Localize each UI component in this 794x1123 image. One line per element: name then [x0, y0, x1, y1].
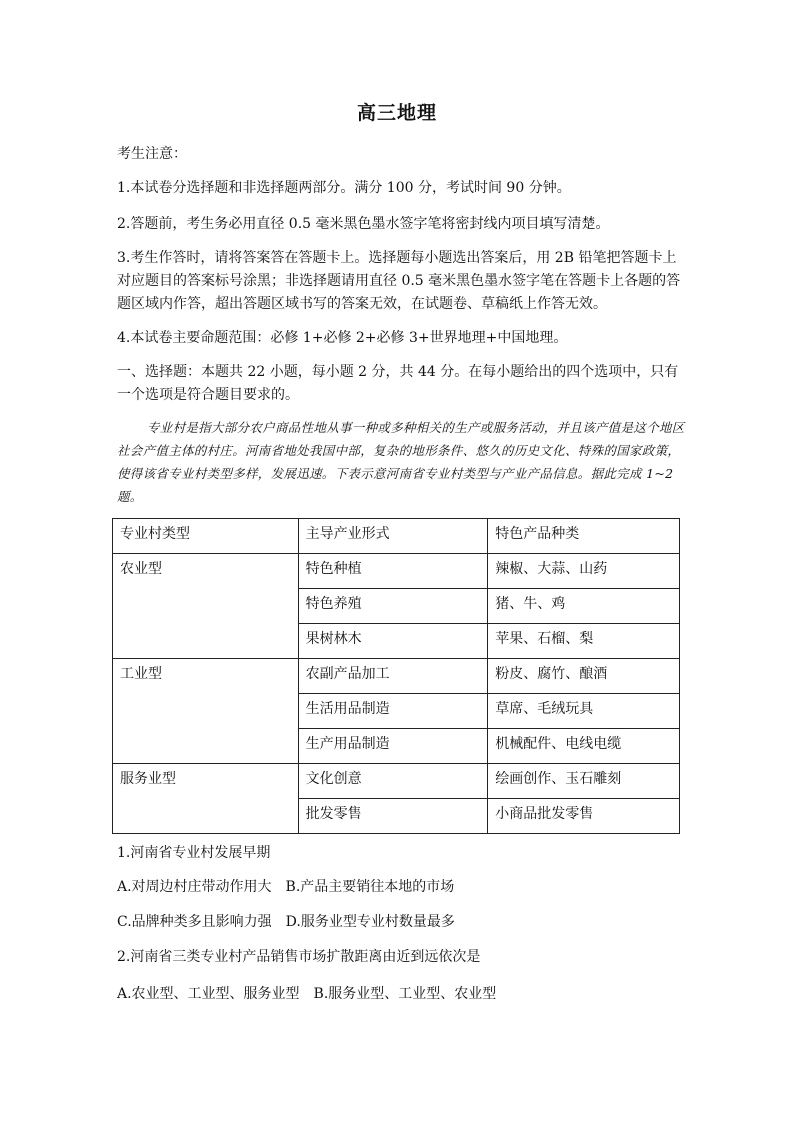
table-cell: 猪、牛、鸡 [488, 589, 680, 624]
table-cell: 农副产品加工 [298, 659, 488, 694]
notice-item-4: 4.本试卷主要命题范围：必修 1+必修 2+必修 3+世界地理+中国地理。 [117, 330, 568, 346]
notice-item-1: 1.本试卷分选择题和非选择题两部分。满分 100 分，考试时间 90 分钟。 [117, 180, 571, 196]
table-row [113, 554, 680, 589]
table-cell: 批发零售 [298, 799, 488, 834]
question-2-options-ab: A.农业型、工业型、服务业型 B.服务业型、工业型、农业型 [117, 986, 497, 1002]
table-cell: 小商品批发零售 [488, 799, 680, 834]
question-1-options-cd: C.品牌种类多且影响力强 D.服务业型专业村数量最多 [117, 914, 455, 930]
table-cell: 苹果、石榴、梨 [488, 624, 680, 659]
table-row [113, 764, 680, 799]
table-cell: 特色养殖 [298, 589, 488, 624]
table-header-row [113, 519, 680, 554]
notice-item-3: 3.考生作答时，请将答案答在答题卡上。选择题每小题选出答案后，用 2B 铅笔把答题卡上对应题目的答案标号涂黑；非选择题请用直径 0.5 毫米黑色墨水签字笔在答题卡上各题的答题区域内作答，超出答题区域书写的答案无效，在试题卷、草稿纸上作答无效。 [117, 250, 681, 312]
table-cell: 特色种植 [298, 554, 488, 589]
table-cell: 文化创意 [298, 764, 488, 799]
table-cell: 草席、毛绒玩具 [488, 694, 680, 729]
table-cell: 机械配件、电线电缆 [488, 729, 680, 764]
question-2-stem: 2.河南省三类专业村产品销售市场扩散距离由近到远依次是 [117, 949, 481, 965]
table-cell-type: 工业型 [113, 659, 299, 764]
question-1-stem: 1.河南省专业村发展早期 [117, 845, 271, 861]
table-header: 主导产业形式 [298, 519, 488, 554]
table-cell: 生活用品制造 [298, 694, 488, 729]
table-cell: 绘画创作、玉石雕刻 [488, 764, 680, 799]
table-cell-type: 服务业型 [113, 764, 299, 834]
table-header: 专业村类型 [113, 519, 299, 554]
table-cell: 粉皮、腐竹、酿酒 [488, 659, 680, 694]
table-header: 特色产品种类 [488, 519, 680, 554]
table-row [113, 659, 680, 694]
passage-text: 专业村是指大部分农户商品性地从事一种或多种相关的生产或服务活动，并且该产值是这个地区社会产值主体的村庄。河南省地处我国中部，复杂的地形条件、悠久的历史文化、特殊的国家政策，使得该省专业村类型多样，发展迅速。下表示意河南省专业村类型与产业产品信息。据此完成 1~2 题。 [117, 420, 685, 504]
page-title: 高三地理 [356, 102, 437, 124]
table-cell: 果树林木 [298, 624, 488, 659]
village-type-table [112, 518, 680, 834]
question-1-options-ab: A.对周边村庄带动作用大 B.产品主要销往本地的市场 [117, 879, 455, 895]
table-cell: 生产用品制造 [298, 729, 488, 764]
notice-item-2: 2.答题前，考生务必用直径 0.5 毫米黑色墨水签字笔将密封线内项目填写清楚。 [117, 216, 610, 232]
reading-passage [117, 416, 685, 508]
notice-heading: 考生注意： [117, 146, 187, 162]
table-cell-type: 农业型 [113, 554, 299, 659]
table-cell: 辣椒、大蒜、山药 [488, 554, 680, 589]
section-heading: 一、选择题：本题共 22 小题，每小题 2 分，共 44 分。在每小题给出的四个选项中，只有一个选项是符合题目要求的。 [117, 364, 679, 403]
